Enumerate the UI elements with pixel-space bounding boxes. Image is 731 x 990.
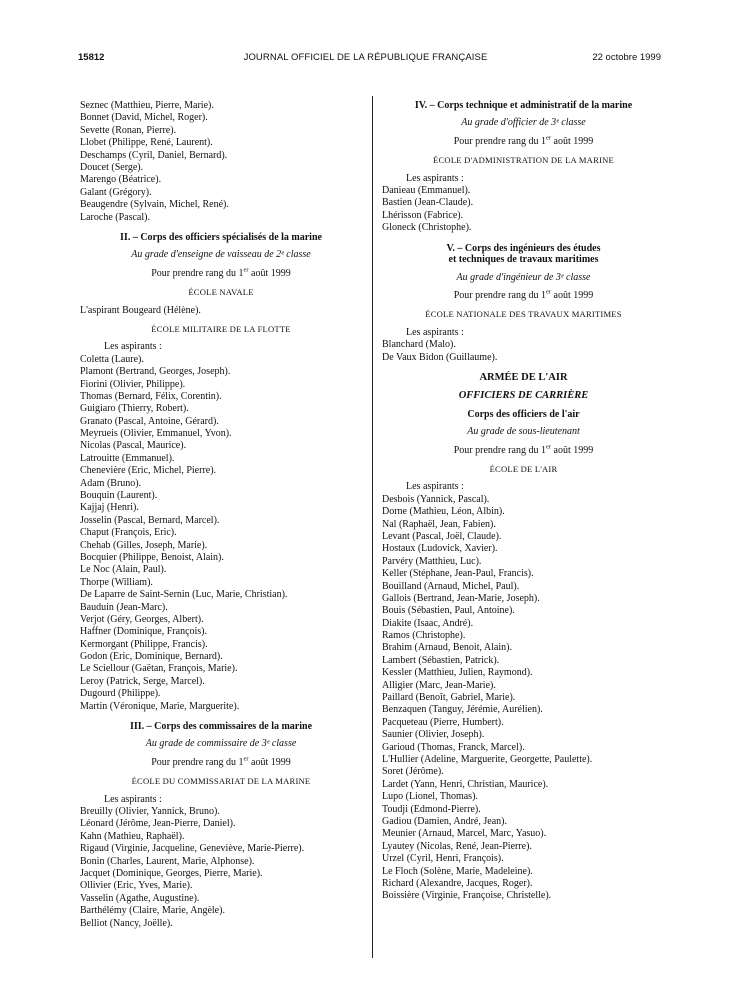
name-entry: De Vaux Bidon (Guillaume).	[382, 351, 498, 363]
name-entry: Josselin (Pascal, Bernard, Marcel).	[80, 514, 220, 526]
officers-title: OFFICIERS DE CARRIÈRE	[458, 390, 589, 402]
school-name-flotte: ÉCOLE MILITAIRE DE LA FLOTTE	[151, 323, 291, 334]
school-name-administration: ÉCOLE D'ADMINISTRATION DE LA MARINE	[433, 155, 614, 166]
name-entry: Bonin (Charles, Laurent, Marie, Alphonse).	[80, 855, 255, 867]
name-entry: Kajjaj (Henri).	[80, 502, 139, 514]
name-entry: Meyrueis (Olivier, Emmanuel, Yvon).	[80, 428, 232, 440]
name-entry: L'Hullier (Adeline, Marguerite, Georgette, Paulette).	[382, 754, 593, 765]
name-entry: Hostaux (Ludovick, Xavier).	[382, 543, 498, 555]
name-entry: Lambert (Sébastien, Patrick).	[382, 654, 500, 666]
name-entry: Verjot (Géry, Georges, Albert).	[80, 613, 204, 625]
name-entry: Parvéry (Matthieu, Luc).	[382, 555, 482, 567]
name-entry: Lupo (Lionel, Thomas).	[382, 791, 478, 803]
name-entry: Bauduin (Jean-Marc).	[80, 601, 168, 613]
name-entry: Thorpe (William).	[80, 576, 153, 588]
name-entry: Llobet (Philippe, René, Laurent).	[80, 137, 213, 149]
name-entry: Dugourd (Philippe).	[80, 688, 161, 700]
name-entry: Nicolas (Pascal, Maurice).	[80, 440, 187, 452]
name-entry: Toudji (Edmond-Pierre).	[382, 803, 481, 815]
name-entry: Pacqueteau (Pierre, Humbert).	[382, 716, 504, 728]
name-entry: Haffner (Dominique, François).	[80, 626, 208, 638]
name-entry: Seznec (Matthieu, Pierre, Marie).	[80, 100, 214, 111]
name-entry: Barthélémy (Claire, Marie, Angèle).	[80, 905, 225, 917]
name-entry: Rigaud (Virginie, Jacqueline, Geneviève, Marie-Pierre).	[80, 843, 305, 855]
rank-date-air: Pour prendre rang du 1er août 1999	[453, 443, 594, 456]
name-list-section-5	[382, 339, 665, 364]
name-entry: Bouis (Sébastien, Paul, Antoine).	[382, 605, 515, 617]
name-entry: Latrouitte (Emmanuel).	[80, 452, 175, 464]
name-entry: Lardet (Yann, Henri, Christian, Maurice).	[382, 778, 549, 790]
name-entry: Dorne (Mathieu, Léon, Albin).	[382, 506, 505, 518]
name-entry: Leroy (Patrick, Serge, Marcel).	[80, 675, 205, 687]
name-entry: Bouilland (Arnaud, Michel, Paul).	[382, 580, 520, 592]
name-entry: Garioud (Thomas, Franck, Marcel).	[382, 741, 525, 753]
name-entry: Brahim (Arnaud, Benoit, Alain).	[382, 642, 512, 654]
name-entry: Kessler (Matthieu, Julien, Raymond).	[382, 667, 533, 679]
right-column	[382, 100, 665, 903]
school-name-air: ÉCOLE DE L'AIR	[489, 464, 558, 474]
column-divider	[372, 96, 373, 958]
name-entry: Martin (Véronique, Marie, Marguerite).	[80, 700, 240, 712]
name-entry: Bastien (Jean-Claude).	[382, 197, 474, 209]
name-entry: Le Noc (Alain, Paul).	[80, 564, 167, 576]
section-heading-5-line-2: et techniques de travaux maritimes	[448, 254, 599, 266]
name-entry: Chenevière (Eric, Michel, Pierre).	[80, 465, 217, 477]
name-entry: Lyautey (Nicolas, René, Jean-Pierre).	[382, 840, 532, 852]
section-heading-5-line-1: V. – Corps des ingénieurs des études	[446, 242, 601, 254]
name-entry: Fiorini (Olivier, Philippe).	[80, 378, 186, 390]
name-entry: Le Sciellour (Gaëtan, François, Marie).	[80, 663, 238, 675]
name-entry: Boissière (Virginie, Françoise, Christelle).	[382, 890, 552, 902]
name-entry: Alligier (Marc, Jean-Marie).	[382, 679, 496, 691]
name-entry: Marengo (Béatrice).	[80, 174, 162, 186]
name-entry: Coletta (Laure).	[80, 353, 144, 365]
aspirants-label: Les aspirants :	[104, 793, 162, 805]
name-entry: Guigiaro (Thierry, Robert).	[80, 403, 189, 415]
name-entry: Plamont (Bertrand, Georges, Joseph).	[80, 366, 231, 378]
name-entry: Le Floch (Solène, Marie, Madeleine).	[382, 865, 533, 877]
name-list-top	[80, 100, 362, 224]
aspirants-label: Les aspirants :	[406, 172, 464, 184]
name-entry: Meunier (Arnaud, Marcel, Marc, Yasuo).	[382, 828, 547, 840]
name-entry: Benzaquen (Tanguy, Jérémie, Aurélien).	[382, 704, 543, 716]
name-entry: Belliot (Nancy, Joëlle).	[80, 917, 173, 929]
issue-date: 22 octobre 1999	[592, 52, 661, 63]
school-name-navale: ÉCOLE NAVALE	[188, 287, 254, 298]
rank-date-3: Pour prendre rang du 1er août 1999	[151, 755, 291, 768]
name-entry: Adam (Bruno).	[80, 477, 142, 489]
name-entry: Gallois (Bertrand, Jean-Marie, Joseph).	[382, 592, 540, 604]
name-entry: Jacquet (Dominique, Georges, Pierre, Marie).	[80, 868, 263, 880]
rank-date-4: Pour prendre rang du 1er août 1999	[453, 134, 594, 147]
name-entry: Keller (Stéphane, Jean-Paul, Francis).	[382, 568, 534, 580]
grade-line-air: Au grade de sous-lieutenant	[467, 426, 580, 438]
name-entry: Sevette (Ronan, Pierre).	[80, 124, 177, 136]
name-entry: Laroche (Pascal).	[80, 211, 150, 223]
name-entry: Deschamps (Cyril, Daniel, Bernard).	[80, 149, 228, 161]
name-entry: Richard (Alexandre, Jacques, Roger).	[382, 877, 533, 889]
army-title: ARMÉE DE L'AIR	[479, 371, 568, 383]
name-entry: Gloneck (Christophe).	[382, 222, 472, 234]
name-entry: Kahn (Mathieu, Raphaël).	[80, 830, 185, 842]
name-entry: Ramos (Christophe).	[382, 630, 466, 642]
section-heading-4: IV. – Corps technique et administratif de la marine	[414, 100, 633, 111]
name-entry: Nal (Raphaël, Jean, Fabien).	[382, 518, 496, 530]
section-heading-3: III. – Corps des commissaires de la marine	[129, 721, 313, 733]
name-entry: Vasselin (Agathe, Augustine).	[80, 892, 200, 904]
name-entry: Levant (Pascal, Joël, Claude).	[382, 530, 502, 542]
name-entry: Léonard (Jérôme, Jean-Pierre, Daniel).	[80, 818, 236, 830]
name-list-section-3	[80, 806, 362, 930]
grade-line-5: Au grade d'ingénieur de 3ᵉ classe	[456, 271, 591, 283]
school-name-commissariat: ÉCOLE DU COMMISSARIAT DE LA MARINE	[131, 776, 311, 787]
name-entry: Ollivier (Eric, Yves, Marie).	[80, 880, 193, 892]
name-list-section-2	[80, 354, 362, 713]
page-number: 15812	[78, 52, 105, 63]
name-entry: De Laparre de Saint-Sernin (Luc, Marie, Christian).	[80, 589, 288, 601]
name-entry: Galant (Grégory).	[80, 186, 152, 198]
name-entry: Bonnet (David, Michel, Roger).	[80, 112, 208, 124]
name-entry: Desbois (Yannick, Pascal).	[382, 493, 490, 505]
section-heading-5	[382, 243, 665, 266]
name-entry: Urzel (Cyril, Henri, François).	[382, 853, 504, 865]
section-heading-2: II. – Corps des officiers spécialisés de la marine	[120, 231, 322, 243]
name-entry: Bouquin (Laurent).	[80, 490, 158, 502]
name-entry: Paillard (Benoît, Gabriel, Marie).	[382, 692, 516, 704]
aspirants-label: Les aspirants :	[104, 341, 162, 353]
name-entry: Blanchard (Malo).	[382, 339, 456, 351]
name-entry: Bocquier (Philippe, Benoist, Alain).	[80, 551, 224, 563]
name-entry: Gadiou (Damien, André, Jean).	[382, 815, 507, 827]
name-entry: Granato (Pascal, Antoine, Gérard).	[80, 415, 219, 427]
name-entry: Chehab (Gilles, Joseph, Marie).	[80, 539, 208, 551]
name-entry: Chaput (François, Eric).	[80, 527, 177, 539]
name-entry: Doucet (Serge).	[80, 161, 144, 173]
name-entry: Diakite (Isaac, André).	[382, 617, 474, 629]
name-entry: Breuilly (Olivier, Yannick, Bruno).	[80, 806, 220, 818]
name-entry: Danieau (Emmanuel).	[382, 185, 471, 197]
grade-line-4: Au grade d'officier de 3ᵉ classe	[461, 117, 586, 129]
name-entry: Saunier (Olivier, Joseph).	[382, 729, 485, 741]
rank-date-5: Pour prendre rang du 1er août 1999	[453, 288, 594, 301]
single-aspirant: L'aspirant Bougeard (Hélène).	[80, 304, 201, 316]
name-list-air	[382, 494, 665, 903]
corps-heading-air: Corps des officiers de l'air	[467, 408, 580, 420]
name-list-section-4	[382, 185, 665, 235]
rank-date-2: Pour prendre rang du 1er août 1999	[151, 266, 291, 279]
name-entry: Beaugendre (Sylvain, Michel, René).	[80, 199, 229, 211]
name-entry: Soret (Jérôme).	[382, 766, 444, 778]
journal-title: JOURNAL OFFICIEL DE LA RÉPUBLIQUE FRANÇAISE	[243, 52, 488, 63]
aspirants-label: Les aspirants :	[406, 481, 464, 493]
name-entry: Godon (Eric, Dominique, Bernard).	[80, 651, 223, 663]
grade-line-2: Au grade d'enseigne de vaisseau de 2ᵉ classe	[131, 249, 311, 261]
school-name-travaux: ÉCOLE NATIONALE DES TRAVAUX MARITIMES	[425, 309, 622, 320]
name-entry: Lhérisson (Fabrice).	[382, 209, 464, 221]
grade-line-3: Au grade de commissaire de 3ᵉ classe	[145, 738, 297, 750]
name-entry: Thomas (Bernard, Félix, Corentin).	[80, 390, 222, 402]
left-column	[80, 100, 362, 930]
name-entry: Kermorgant (Philippe, Francis).	[80, 638, 208, 650]
aspirants-label: Les aspirants :	[406, 326, 464, 338]
